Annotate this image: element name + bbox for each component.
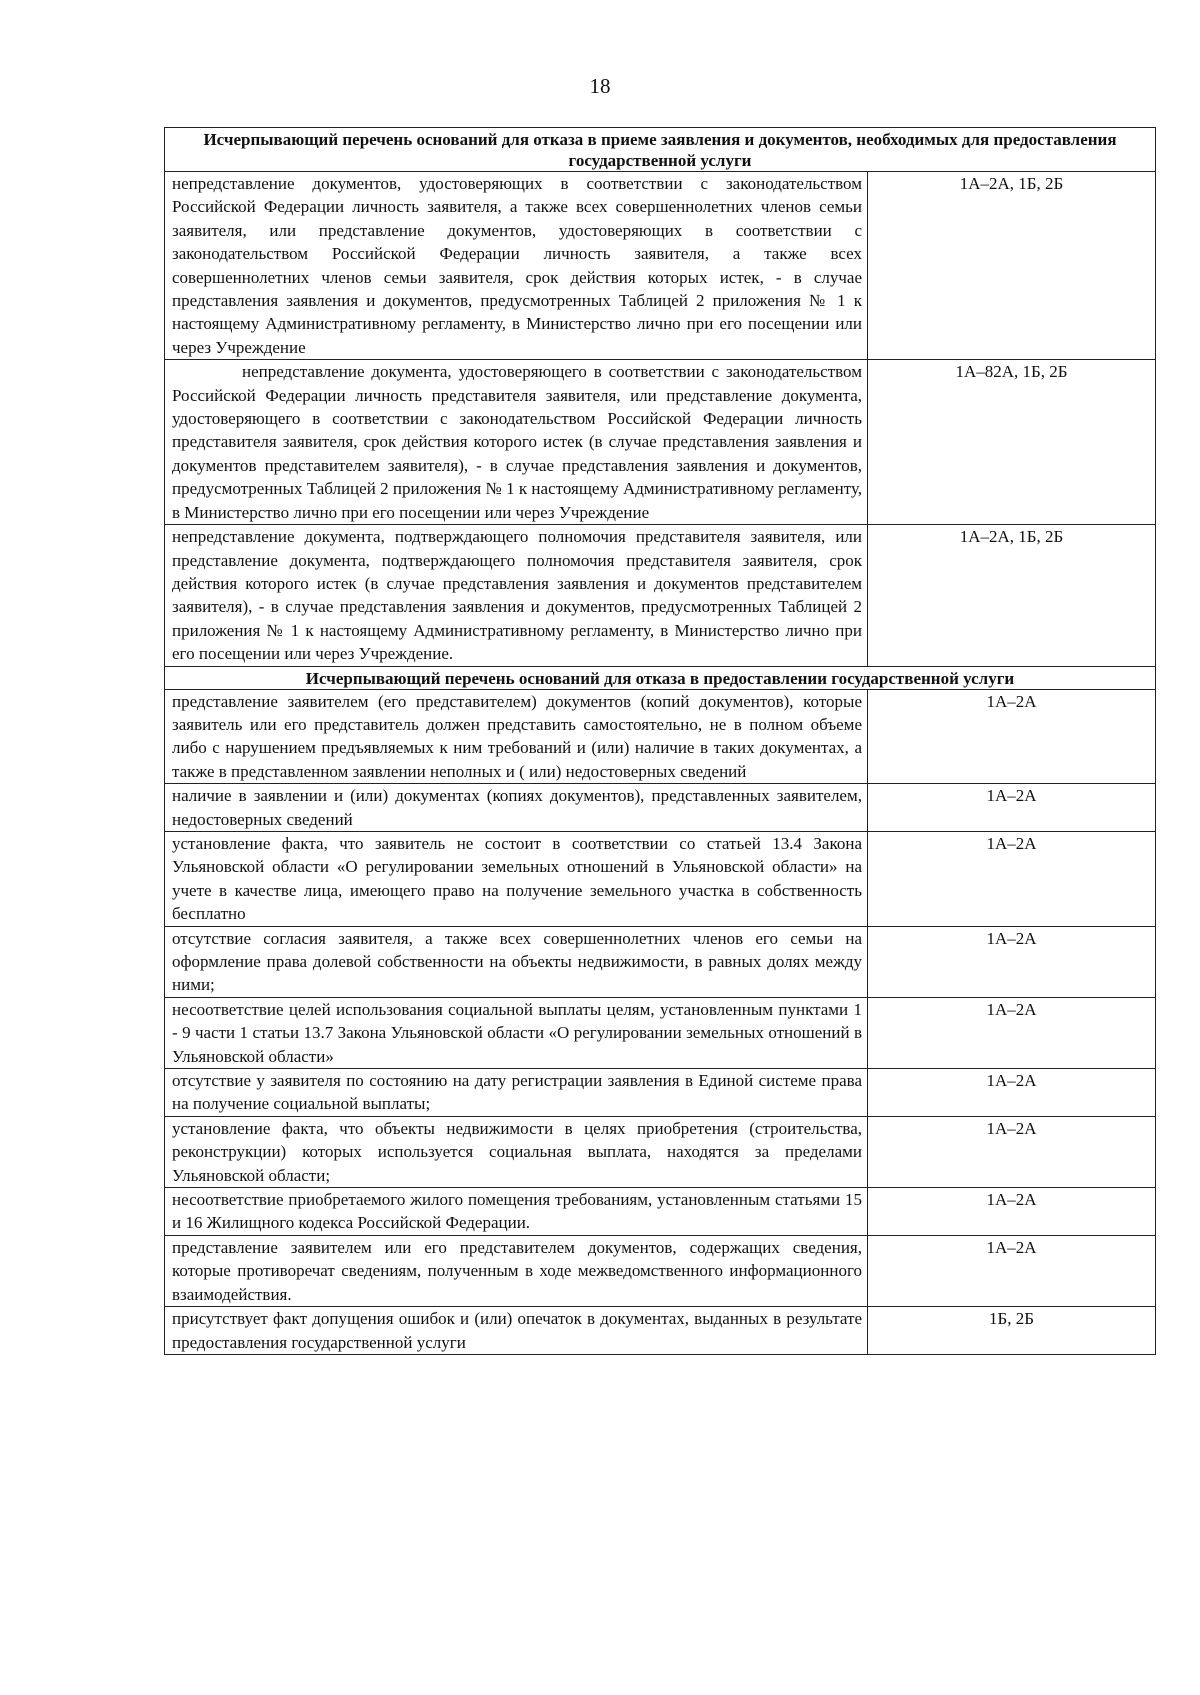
refusal-basis-text: отсутствие согласия заявителя, а также всех совершеннолетних членов его семьи на оформление права долевой собственности на объекты недвижимости, в равных долях между ними;	[165, 926, 868, 997]
form-codes: 1А–2А	[868, 997, 1156, 1068]
refusal-basis-text: непредставление документа, удостоверяющего в соответствии с законодательством Российской Федерации личность представителя заявителя, или представление документа, удостоверяющего в соответствии с законодательством Российской Федерации личность представителя заявителя, срок действия которого истек (в случае представления заявления и документов представителем заявителя), - в случае представления заявления и документов, предусмотренных Таблицей 2 приложения № 1 к настоящему Административному регламенту, в Министерство лично при его посещении или через Учреждение	[165, 360, 868, 525]
table-row	[165, 784, 1156, 832]
table-row	[165, 1116, 1156, 1187]
refusal-basis-text: представление заявителем (его представителем) документов (копий документов), которые заявитель или его представитель должен представить самостоятельно, не в полном объеме либо с нарушением предъявляемых к ним требований и (или) наличие в таких документах, а также в представленном заявлении неполных и ( или) недостоверных сведений	[165, 689, 868, 784]
form-codes: 1А–2А	[868, 689, 1156, 784]
table-row	[165, 831, 1156, 926]
refusal-grounds-table	[164, 127, 1156, 1355]
table-row	[165, 1188, 1156, 1236]
refusal-basis-text: присутствует факт допущения ошибок и (или) опечаток в документах, выданных в результате предоставления государственной услуги	[165, 1307, 868, 1355]
section-header	[165, 128, 1156, 172]
form-codes: 1А–2А	[868, 831, 1156, 926]
refusal-basis-text: наличие в заявлении и (или) документах (копиях документов), представленных заявителем, недостоверных сведений	[165, 784, 868, 832]
form-codes: 1А–2А	[868, 1235, 1156, 1306]
section-header	[165, 666, 1156, 689]
form-codes: 1А–2А	[868, 926, 1156, 997]
form-codes: 1А–2А, 1Б, 2Б	[868, 525, 1156, 666]
table-body	[165, 128, 1156, 1355]
table-row	[165, 689, 1156, 784]
refusal-basis-text: установление факта, что заявитель не состоит в соответствии со статьей 13.4 Закона Ульяновской области «О регулировании земельных отношений в Ульяновской области» на учете в качестве лица, имеющего право на получение земельного участка в собственность бесплатно	[165, 831, 868, 926]
table-row	[165, 525, 1156, 666]
table-row	[165, 926, 1156, 997]
table-row	[165, 172, 1156, 360]
table-row	[165, 1307, 1156, 1355]
form-codes: 1Б, 2Б	[868, 1307, 1156, 1355]
form-codes: 1А–2А	[868, 1188, 1156, 1236]
form-codes: 1А–2А	[868, 784, 1156, 832]
page-number: 18	[589, 74, 611, 98]
table-row	[165, 1235, 1156, 1306]
refusal-basis-text: установление факта, что объекты недвижимости в целях приобретения (строительства, реконструкции) которых используется социальная выплата, находятся за пределами Ульяновской области;	[165, 1116, 868, 1187]
form-codes: 1А–2А	[868, 1069, 1156, 1117]
refusal-basis-text: непредставление документов, удостоверяющих в соответствии с законодательством Российской Федерации личность заявителя, а также всех совершеннолетних членов семьи заявителя, или представление документов, удостоверяющих в соответствии с законодательством Российской Федерации личность заявителя, а также всех совершеннолетних членов семьи заявителя, срок действия которых истек, - в случае представления заявления и документов, предусмотренных Таблицей 2 приложения № 1 к настоящему Административному регламенту, в Министерство лично при его посещении или через Учреждение	[165, 172, 868, 360]
refusal-basis-text: несоответствие целей использования социальной выплаты целям, установленным пунктами 1 - 9 части 1 статьи 13.7 Закона Ульяновской области «О регулировании земельных отношений в Ульяновской области»	[165, 997, 868, 1068]
refusal-basis-text: представление заявителем или его представителем документов, содержащих сведения, которые противоречат сведениям, полученным в ходе межведомственного информационного взаимодействия.	[165, 1235, 868, 1306]
form-codes: 1А–2А	[868, 1116, 1156, 1187]
refusal-basis-text: непредставление документа, подтверждающего полномочия представителя заявителя, или представление документа, подтверждающего полномочия представителя заявителя, срок действия которого истек (в случае представления заявления и документов представителем заявителя), - в случае представления заявления и документов, предусмотренных Таблицей 2 приложения № 1 к настоящему Административному регламенту, в Министерство лично при его посещении или через Учреждение.	[165, 525, 868, 666]
section-title: Исчерпывающий перечень оснований для отказа в предоставлении государственной услуги	[165, 666, 1156, 689]
table-row	[165, 1069, 1156, 1117]
form-codes: 1А–2А, 1Б, 2Б	[868, 172, 1156, 360]
table-row	[165, 997, 1156, 1068]
form-codes: 1А–82А, 1Б, 2Б	[868, 360, 1156, 525]
refusal-basis-text: несоответствие приобретаемого жилого помещения требованиям, установленным статьями 15 и 16 Жилищного кодекса Российской Федерации.	[165, 1188, 868, 1236]
refusal-basis-text: отсутствие у заявителя по состоянию на дату регистрации заявления в Единой системе права на получение социальной выплаты;	[165, 1069, 868, 1117]
table-row	[165, 360, 1156, 525]
section-title: Исчерпывающий перечень оснований для отказа в приеме заявления и документов, необходимых для предоставления государственной услуги	[165, 128, 1156, 172]
